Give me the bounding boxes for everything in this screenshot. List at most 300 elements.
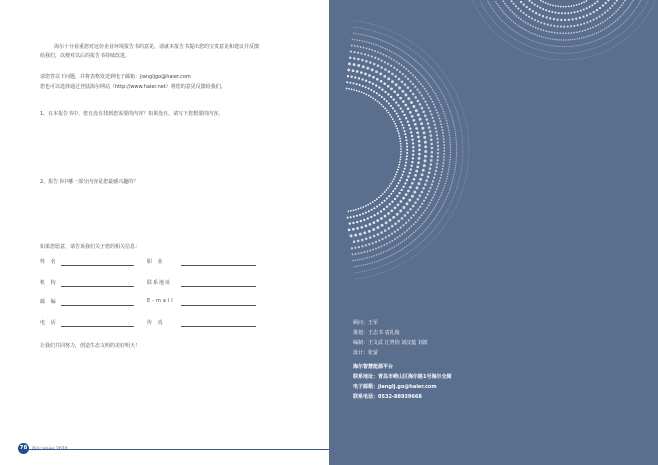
halftone-dot (389, 248, 391, 250)
halftone-dot (550, 24, 552, 26)
halftone-dot (434, 238, 435, 239)
halftone-dot (451, 116, 452, 117)
halftone-dot (356, 221, 358, 223)
halftone-dot (412, 83, 414, 85)
halftone-dot (563, 39, 564, 40)
halftone-dot (602, 21, 604, 23)
halftone-dot (376, 219, 379, 222)
halftone-dot (425, 69, 426, 70)
halftone-dot (378, 274, 379, 275)
halftone-dot (352, 222, 354, 224)
halftone-dot (376, 261, 377, 262)
halftone-dot (426, 118, 429, 121)
halftone-dot (414, 59, 415, 60)
halftone-dot (442, 135, 444, 137)
halftone-dot (644, 8, 645, 9)
halftone-dot (529, 0, 531, 2)
halftone-dot (427, 93, 429, 95)
halftone-dot (652, 6, 653, 7)
halftone-dot (418, 47, 419, 48)
halftone-dot (397, 229, 399, 231)
halftone-dot (526, 30, 527, 31)
halftone-dot (359, 214, 361, 216)
halftone-dot (516, 48, 517, 49)
halftone-dot (453, 88, 454, 89)
halftone-dot (463, 187, 464, 188)
halftone-dot (434, 218, 435, 219)
halftone-dot (407, 86, 410, 89)
halftone-dot (458, 119, 459, 120)
halftone-dot (469, 156, 470, 157)
halftone-dot (370, 89, 372, 91)
halftone-dot (347, 69, 350, 72)
halftone-dot (387, 212, 390, 215)
halftone-dot (371, 209, 373, 211)
halftone-dot (376, 267, 377, 268)
halftone-dot (627, 28, 628, 29)
halftone-dot (396, 195, 398, 197)
halftone-dot (359, 259, 361, 261)
halftone-dot (449, 218, 450, 219)
halftone-dot (377, 233, 380, 236)
halftone-dot (575, 59, 576, 60)
halftone-dot (408, 252, 409, 253)
halftone-dot (451, 185, 452, 186)
halftone-dot (445, 183, 447, 185)
halftone-dot (394, 75, 397, 78)
halftone-dot (548, 58, 549, 59)
halftone-dot (391, 80, 394, 83)
halftone-dot (396, 252, 397, 253)
halftone-dot (617, 44, 618, 45)
halftone-dot (400, 226, 402, 228)
halftone-dot (411, 195, 414, 198)
halftone-dot (375, 25, 376, 26)
halftone-dot (406, 139, 408, 141)
halftone-dot (443, 162, 445, 164)
platform-phone: 联系电话：0532-88939668 (353, 394, 422, 400)
halftone-dot (467, 172, 468, 173)
halftone-dot (645, 6, 646, 7)
halftone-dot (537, 5, 539, 7)
halftone-dot (547, 58, 548, 59)
halftone-dot (541, 36, 542, 37)
halftone-dot (361, 40, 363, 42)
question-1: 1、在本报告书中，您有没有找到您需要的内容？如果没有，请写下您想要的内容。 (40, 111, 224, 117)
halftone-dot (438, 183, 440, 185)
address-field[interactable] (181, 286, 256, 287)
halftone-dot (391, 247, 393, 249)
halftone-dot (400, 42, 401, 43)
halftone-dot (428, 74, 429, 75)
halftone-dot (414, 96, 417, 99)
halftone-dot (364, 35, 365, 36)
halftone-dot (416, 166, 419, 169)
halftone-dot (577, 24, 579, 26)
halftone-dot (360, 34, 361, 35)
halftone-dot (491, 29, 492, 30)
halftone-dot (381, 33, 382, 34)
halftone-dot (413, 240, 414, 241)
halftone-dot (456, 159, 457, 160)
halftone-dot (548, 31, 550, 33)
halftone-dot (591, 42, 592, 43)
halftone-dot (428, 204, 430, 206)
halftone-dot (414, 123, 417, 126)
halftone-dot (448, 130, 450, 132)
halftone-dot (462, 147, 463, 148)
halftone-dot (468, 135, 469, 136)
halftone-dot (455, 167, 456, 168)
halftone-dot (414, 201, 417, 204)
halftone-dot (397, 259, 398, 260)
halftone-dot (431, 241, 432, 242)
halftone-dot (460, 103, 461, 104)
halftone-dot (436, 95, 438, 97)
halftone-dot (516, 15, 518, 17)
halftone-dot (418, 157, 421, 160)
halftone-dot (435, 62, 436, 63)
halftone-dot (450, 149, 452, 151)
halftone-dot (453, 87, 454, 88)
halftone-dot (524, 52, 525, 53)
halftone-dot (426, 246, 427, 247)
halftone-dot (409, 111, 412, 114)
halftone-dot (447, 196, 448, 197)
halftone-dot (381, 224, 384, 227)
halftone-dot (396, 171, 398, 173)
halftone-dot (500, 8, 501, 9)
halftone-dot (558, 60, 559, 61)
halftone-dot (473, 1, 474, 2)
halftone-dot (363, 278, 364, 279)
halftone-dot (537, 42, 538, 43)
halftone-dot (454, 209, 455, 210)
halftone-dot (353, 240, 356, 243)
halftone-dot (594, 48, 595, 49)
halftone-dot (509, 35, 510, 36)
halftone-dot (385, 189, 387, 191)
halftone-dot (425, 53, 426, 54)
halftone-dot (424, 60, 425, 61)
halftone-dot (424, 230, 425, 231)
halftone-dot (392, 261, 393, 262)
halftone-dot (450, 154, 452, 156)
halftone-dot (574, 52, 575, 53)
halftone-dot (412, 154, 414, 156)
halftone-dot (519, 42, 520, 43)
halftone-dot (443, 147, 445, 149)
halftone-dot (553, 25, 555, 27)
org-field[interactable] (61, 286, 134, 287)
halftone-dot (460, 176, 461, 177)
halftone-dot (454, 210, 455, 211)
halftone-dot (401, 90, 404, 93)
halftone-dot (456, 155, 457, 156)
halftone-dot (387, 263, 388, 264)
halftone-dot (524, 44, 525, 45)
fax-field[interactable] (181, 326, 256, 327)
halftone-dot (456, 93, 457, 94)
halftone-dot (583, 37, 584, 38)
halftone-dot (439, 67, 440, 68)
halftone-dot (469, 144, 470, 145)
halftone-dot (485, 10, 486, 11)
halftone-dot (422, 50, 423, 51)
halftone-dot (365, 80, 367, 82)
halftone-dot (361, 271, 362, 272)
halftone-dot (445, 212, 446, 213)
halftone-dot (450, 203, 451, 204)
halftone-dot (442, 108, 444, 110)
halftone-dot (533, 48, 534, 49)
halftone-dot (599, 53, 600, 54)
halftone-dot (602, 4, 604, 6)
halftone-dot (462, 139, 463, 140)
halftone-dot (525, 37, 526, 38)
halftone-dot (502, 10, 503, 11)
halftone-dot (419, 206, 421, 208)
halftone-dot (611, 5, 613, 7)
halftone-dot (456, 142, 457, 143)
halftone-dot (462, 158, 463, 159)
halftone-dot (466, 126, 467, 127)
phone-field[interactable] (61, 326, 134, 327)
halftone-dot (469, 149, 470, 150)
halftone-dot (590, 28, 592, 30)
name-field[interactable] (61, 265, 134, 266)
halftone-dot (425, 90, 427, 92)
halftone-dot (435, 93, 437, 95)
halftone-dot (653, 4, 654, 5)
halftone-dot (532, 33, 533, 34)
halftone-dot (459, 199, 460, 200)
halftone-dot (392, 181, 394, 183)
halftone-dot (380, 217, 383, 220)
halftone-dot (469, 153, 470, 154)
halftone-dot (402, 110, 404, 112)
halftone-dot (450, 111, 451, 112)
halftone-dot (568, 60, 569, 61)
halftone-dot (424, 59, 425, 60)
halftone-dot (625, 30, 626, 31)
halftone-dot (444, 85, 445, 86)
halftone-dot (590, 49, 591, 50)
halftone-dot (462, 137, 463, 138)
halftone-dot (618, 36, 619, 37)
halftone-dot (602, 37, 603, 38)
halftone-dot (483, 7, 484, 8)
halftone-dot (449, 161, 451, 163)
halftone-dot (634, 21, 635, 22)
halftone-dot (359, 278, 360, 279)
halftone-dot (460, 172, 461, 173)
halftone-dot (568, 19, 570, 21)
halftone-dot (490, 5, 491, 6)
halftone-dot (520, 1, 522, 3)
halftone-dot (507, 34, 508, 35)
halftone-dot (515, 47, 516, 48)
halftone-dot (456, 206, 457, 207)
halftone-dot (613, 39, 614, 40)
halftone-dot (415, 68, 417, 70)
halftone-dot (458, 117, 459, 118)
halftone-dot (459, 178, 460, 179)
halftone-dot (548, 10, 550, 12)
halftone-dot (591, 4, 593, 6)
halftone-dot (379, 33, 380, 34)
halftone-dot (396, 40, 397, 41)
halftone-dot (391, 31, 392, 32)
halftone-dot (423, 59, 424, 60)
halftone-dot (592, 34, 593, 35)
halftone-dot (490, 17, 491, 18)
halftone-dot (421, 214, 423, 216)
halftone-dot (582, 58, 583, 59)
halftone-dot (453, 89, 454, 90)
halftone-dot (590, 35, 591, 36)
halftone-dot (433, 61, 434, 62)
halftone-dot (625, 39, 626, 40)
halftone-dot (569, 60, 570, 61)
halftone-dot (468, 134, 469, 135)
halftone-dot (373, 221, 376, 224)
halftone-dot (457, 115, 458, 116)
halftone-dot (437, 185, 439, 187)
halftone-dot (368, 74, 371, 77)
halftone-dot (516, 32, 517, 33)
halftone-dot (621, 4, 623, 6)
halftone-dot (465, 180, 466, 181)
halftone-dot (428, 190, 430, 192)
halftone-dot (424, 209, 426, 211)
halftone-dot (372, 76, 375, 79)
halftone-dot (534, 55, 535, 56)
halftone-dot (358, 272, 359, 273)
postcode-field[interactable] (61, 305, 134, 306)
halftone-dot (629, 27, 630, 28)
halftone-dot (506, 15, 507, 16)
halftone-dot (386, 110, 388, 112)
halftone-dot (443, 84, 444, 85)
halftone-dot (376, 206, 378, 208)
halftone-dot (467, 127, 468, 128)
halftone-dot (352, 69, 355, 72)
halftone-dot (436, 84, 437, 85)
halftone-dot (598, 15, 600, 17)
halftone-dot (418, 54, 419, 55)
halftone-dot (415, 44, 416, 45)
halftone-dot (387, 77, 390, 80)
email-field[interactable] (181, 305, 256, 306)
halftone-dot (450, 187, 451, 188)
halftone-dot (357, 259, 359, 261)
halftone-dot (445, 101, 446, 102)
halftone-dot (419, 103, 422, 106)
halftone-dot (376, 92, 378, 94)
position-field[interactable] (181, 265, 256, 266)
halftone-dot (449, 81, 450, 82)
halftone-dot (551, 31, 553, 33)
halftone-dot (352, 253, 354, 255)
halftone-dot (360, 52, 362, 54)
halftone-dot (572, 59, 573, 60)
halftone-dot (357, 21, 358, 22)
halftone-dot (547, 3, 549, 5)
halftone-dot (455, 135, 456, 136)
halftone-dot (409, 259, 410, 260)
halftone-dot (540, 29, 542, 31)
halftone-dot (493, 9, 494, 10)
halftone-dot (626, 9, 627, 10)
halftone-dot (388, 56, 390, 58)
halftone-dot (510, 44, 511, 45)
halftone-dot (632, 33, 633, 34)
halftone-dot (430, 243, 431, 244)
halftone-dot (439, 222, 440, 223)
halftone-dot (609, 49, 610, 50)
halftone-dot (428, 245, 429, 246)
name-label: 姓 名 (40, 259, 58, 265)
halftone-dot (460, 125, 461, 126)
halftone-dot (535, 48, 536, 49)
halftone-dot (499, 36, 500, 37)
halftone-dot (430, 159, 433, 162)
halftone-dot (421, 242, 422, 243)
halftone-dot (574, 45, 575, 46)
halftone-dot (451, 202, 452, 203)
halftone-dot (390, 105, 392, 107)
halftone-dot (446, 88, 447, 89)
halftone-dot (441, 69, 442, 70)
halftone-dot (452, 181, 453, 182)
halftone-dot (602, 52, 603, 53)
halftone-dot (411, 250, 412, 251)
halftone-dot (375, 38, 376, 39)
halftone-dot (542, 43, 543, 44)
halftone-dot (616, 0, 618, 2)
halftone-dot (424, 248, 425, 249)
halftone-dot (400, 146, 402, 148)
halftone-dot (569, 53, 570, 54)
halftone-dot (443, 227, 444, 228)
halftone-dot (517, 40, 518, 41)
halftone-dot (639, 26, 640, 27)
halftone-dot (439, 180, 441, 182)
halftone-dot (404, 231, 406, 233)
halftone-dot (623, 12, 624, 13)
halftone-dot (462, 108, 463, 109)
halftone-dot (456, 188, 457, 189)
halftone-dot (468, 161, 469, 162)
halftone-dot (465, 179, 466, 180)
halftone-dot (595, 25, 597, 27)
halftone-dot (401, 36, 402, 37)
halftone-dot (604, 28, 605, 29)
halftone-dot (579, 59, 580, 60)
halftone-dot (398, 34, 399, 35)
halftone-dot (369, 223, 372, 226)
halftone-dot (597, 54, 598, 55)
halftone-dot (381, 27, 382, 28)
halftone-dot (635, 8, 636, 9)
halftone-dot (392, 45, 393, 46)
halftone-dot (483, 18, 484, 19)
halftone-dot (405, 254, 406, 255)
halftone-dot (371, 269, 372, 270)
halftone-dot (385, 271, 386, 272)
halftone-dot (597, 39, 598, 40)
